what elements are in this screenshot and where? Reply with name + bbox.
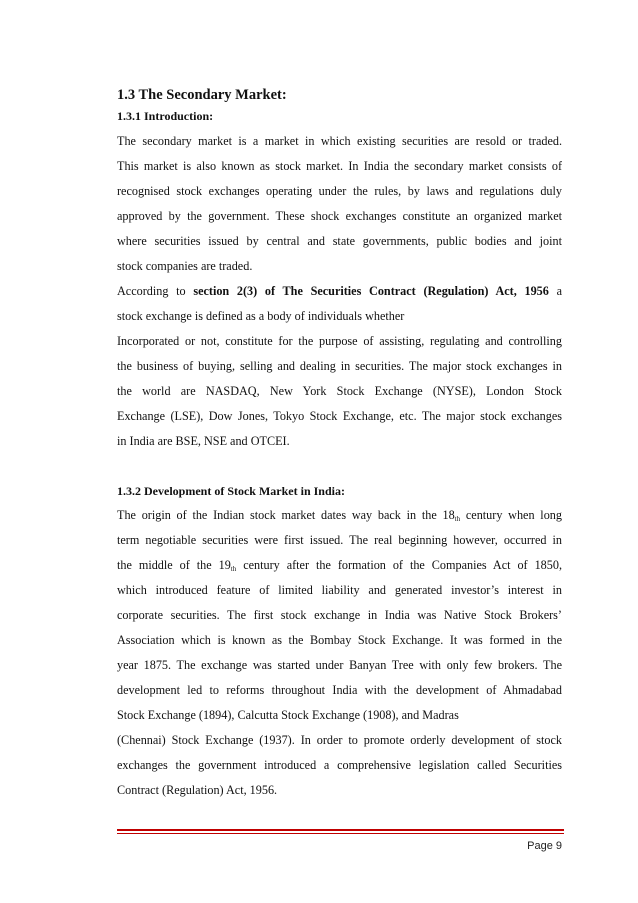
text-line: corporate securities. The first stock exchange in India was Native Stock Brokers’ — [117, 608, 562, 622]
text-line: stock companies are traded. — [117, 259, 253, 273]
ordinal-suffix: th — [230, 565, 237, 573]
section-title: 1.3 The Secondary Market: — [117, 87, 287, 103]
development-heading: 1.3.2 Development of Stock Market in India: — [117, 484, 345, 498]
text-line: which introduced feature of limited liability and generated investor’s interest in — [117, 583, 562, 597]
text-run: the middle of the 19 — [117, 558, 231, 572]
intro-heading: 1.3.1 Introduction: — [117, 109, 214, 123]
footer-rule — [117, 829, 564, 831]
text-line: the world are NASDAQ, New York Stock Exchange (NYSE), London Stock — [117, 384, 562, 398]
text-run: century when long — [460, 508, 562, 522]
text-line: exchanges the government introduced a comprehensive legislation called Securities — [117, 758, 562, 772]
text-line: the business of buying, selling and dealing in securities. The major stock exchanges in — [117, 359, 562, 373]
text-line: year 1875. The exchange was started under Banyan Tree with only few brokers. The — [117, 658, 562, 672]
text-line: Incorporated or not, constitute for the purpose of assisting, regulating and controlling — [117, 334, 562, 348]
text-line: term negotiable securities were first issued. The real beginning however, occurred in — [117, 533, 562, 547]
page-number: Page 9 — [527, 840, 562, 852]
definition-paragraph — [117, 279, 562, 329]
text-line: (Chennai) Stock Exchange (1937). In order to promote orderly development of stock — [117, 733, 562, 747]
exchanges-paragraph — [117, 329, 562, 454]
text-line: This market is also known as stock market. In India the secondary market consists of — [117, 159, 562, 173]
text-line: recognised stock exchanges operating under the rules, by laws and regulations duly — [117, 184, 562, 198]
development-paragraph — [117, 503, 562, 803]
text-line: Exchange (LSE), Dow Jones, Tokyo Stock Exchange, etc. The major stock exchanges — [117, 409, 562, 423]
text-line: development led to reforms throughout India with the development of Ahmadabad — [117, 683, 562, 697]
text-run: century after the formation of the Companies Act of 1850, — [236, 558, 562, 572]
ordinal-suffix: th — [454, 515, 461, 523]
intro-paragraph — [117, 129, 562, 279]
text-run: The origin of the Indian stock market dates way back in the 18 — [117, 508, 455, 522]
text-line: stock exchange is defined as a body of individuals whether — [117, 309, 405, 323]
text-run: a — [548, 284, 562, 298]
text-line: Association which is known as the Bombay Stock Exchange. It was formed in the — [117, 633, 562, 647]
text-run: According to — [117, 284, 194, 298]
footer-rule-thin — [117, 833, 564, 834]
act-citation: section 2(3) of The Securities Contract (Regulation) Act, 1956 — [193, 284, 549, 298]
text-line: in India are BSE, NSE and OTCEI. — [117, 434, 290, 448]
text-line: where securities issued by central and state governments, public bodies and joint — [117, 234, 562, 248]
text-line — [117, 553, 562, 578]
text-line: Contract (Regulation) Act, 1956. — [117, 783, 278, 797]
text-line — [117, 279, 562, 304]
text-line: approved by the government. These shock exchanges constitute an organized market — [117, 209, 562, 223]
text-line — [117, 503, 562, 528]
text-line: Stock Exchange (1894), Calcutta Stock Exchange (1908), and Madras — [117, 708, 459, 722]
text-line: The secondary market is a market in which existing securities are resold or traded. — [117, 134, 562, 148]
